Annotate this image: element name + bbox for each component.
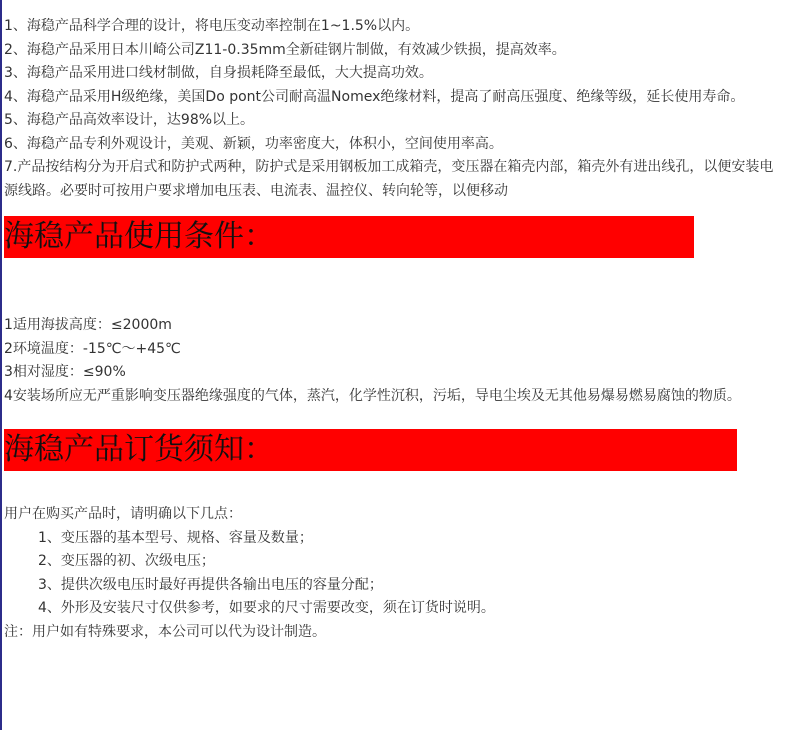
- feature-item: 1、海稳产品科学合理的设计，将电压变动率控制在1~1.5%以内。: [4, 18, 420, 34]
- ordering-item: 2、变压器的初、次级电压；: [38, 553, 215, 569]
- feature-list: [4, 0, 784, 203]
- ordering-note: 注：用户如有特殊要求，本公司可以代为设计制造。: [4, 623, 326, 640]
- feature-item: 5、海稳产品高效率设计，达98%以上。: [4, 112, 255, 128]
- feature-item: 3、海稳产品采用进口线材制做，自身损耗降至最低，大大提高功效。: [4, 65, 433, 81]
- ordering-notes: [4, 503, 784, 644]
- feature-item: 4、海稳产品采用H级绝缘，美国Do pont公司耐高温Nomex绝缘材料，提高了耐高压强度、绝缘等级，延长使用寿命。: [4, 88, 745, 105]
- condition-item: 1适用海拔高度：≤2000m: [4, 317, 172, 333]
- condition-item: 4安装场所应无严重影响变压器绝缘强度的气体，蒸汽，化学性沉积，污垢，导电尘埃及无其他易爆易燃易腐蚀的物质。: [4, 387, 741, 404]
- left-border: [0, 0, 2, 730]
- condition-item: 2环境温度：-15℃～+45℃: [4, 340, 181, 357]
- conditions-heading: 海稳产品使用条件：: [4, 216, 694, 258]
- ordering-item: 3、提供次级电压时最好再提供各输出电压的容量分配；: [38, 576, 383, 593]
- condition-item: 3相对湿度：≤90%: [4, 364, 126, 380]
- page-content: [4, 0, 784, 644]
- ordering-heading: 海稳产品订货须知：: [4, 429, 737, 471]
- conditions-list: [4, 314, 784, 408]
- feature-item: 2、海稳产品采用日本川崎公司Z11-0.35mm全新硅钢片制做，有效减少铁损，提高效率。: [4, 41, 566, 58]
- ordering-intro: 用户在购买产品时，请明确以下几点：: [4, 506, 242, 522]
- feature-item: 7.产品按结构分为开启式和防护式两种，防护式是采用钢板加工成箱壳，变压器在箱壳内部，箱壳外有进出线孔，以便安装电源线路。必要时可按用户要求增加电压表、电流表、温控仪、转向轮等，以便移动: [4, 159, 774, 199]
- ordering-item: 1、变压器的基本型号、规格、容量及数量；: [38, 529, 313, 546]
- ordering-item: 4、外形及安装尺寸仅供参考，如要求的尺寸需要改变，须在订货时说明。: [38, 600, 495, 616]
- feature-item: 6、海稳产品专利外观设计，美观、新颖，功率密度大，体积小，空间使用率高。: [4, 135, 503, 152]
